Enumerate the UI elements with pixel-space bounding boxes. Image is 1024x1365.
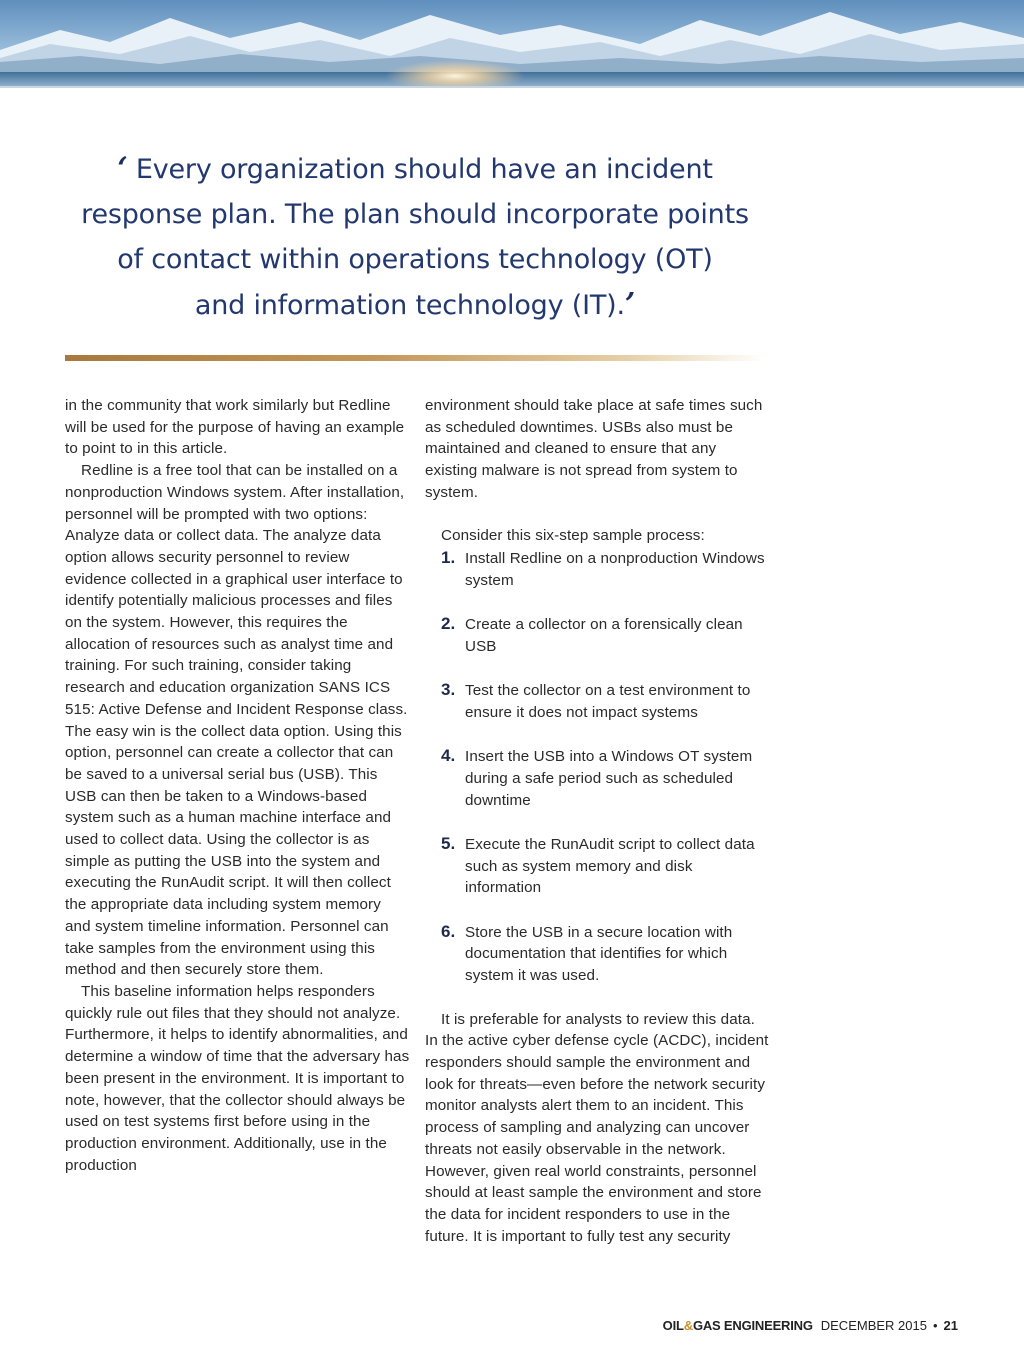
- list-item: [425, 833, 770, 899]
- left-column: [65, 395, 410, 1176]
- magazine-name-part: GAS ENGINEERING: [692, 1318, 813, 1333]
- header-banner-image: [0, 0, 1024, 92]
- step-number: 4.: [441, 746, 456, 766]
- list-item: [425, 679, 770, 723]
- magazine-name-part: OIL: [662, 1318, 684, 1333]
- list-item: [425, 613, 770, 657]
- step-number: 6.: [441, 921, 456, 941]
- pull-quote-line: response plan. The plan should incorporate points: [81, 199, 749, 230]
- step-text: Insert the USB into a Windows OT system during a safe period such as scheduled downtime: [465, 748, 753, 809]
- spacer: [425, 591, 770, 613]
- pull-quote-line: of contact within operations technology (OT): [117, 244, 713, 275]
- page-number: 21: [943, 1318, 958, 1333]
- pull-quote: [60, 146, 770, 328]
- step-number: 5.: [441, 833, 456, 853]
- footer-separator: •: [932, 1318, 938, 1333]
- steps-heading: Consider this six-step sample process:: [441, 527, 705, 545]
- magazine-name: [663, 1318, 813, 1333]
- paragraph: It is preferable for analysts to review this data. In the active cyber defense cycle (ACDC), incident responders should sample the environment and look for threats—even before the network security monitor analysts alert them to an incident. This process of sampling and analyzing can uncover threats not easily observable in the network. However, given real world constraints, personnel should at least sample the environment and store the data for incident responders to use in the future. It is important to fully test any security: [425, 1010, 769, 1245]
- step-text: Store the USB in a secure location with documentation that identifies for which system it was used.: [465, 923, 733, 985]
- step-text: Create a collector on a forensically clean USB: [465, 616, 743, 655]
- step-number: 3.: [441, 680, 456, 700]
- spacer: [425, 504, 770, 526]
- paragraph: Redline is a free tool that can be installed on a nonproduction Windows system. After installation, personnel will be prompted with two options: Analyze data or collect data. The analyze data option allows security personnel to review evidence collected in a graphical user interface to identify potentially malicious processes and files on the system. However, this requires the allocation of resources such as analyst time and training. For such training, consider taking research and education organization SANS ICS 515: Active Defense and Incident Response class. The easy win is the collect data option. Using this option, personnel can create a collector that can be saved to a universal serial bus (USB). This USB can then be taken to a Windows-based system such as a human machine interface and used to collect data. Using the collector is as simple as putting the USB into the system and executing the RunAudit script. It will then collect the appropriate data including system memory and system timeline information. Personnel can take samples from the environment using this method and then securely store them.: [65, 462, 408, 979]
- list-item: [425, 547, 770, 591]
- spacer: [425, 657, 770, 679]
- open-quote-mark: ‘: [117, 151, 128, 186]
- gold-divider: [65, 355, 765, 361]
- issue-date: DECEMBER 2015: [820, 1318, 927, 1333]
- right-column: [425, 395, 770, 1247]
- spacer: [425, 724, 770, 746]
- magazine-ampersand: &: [683, 1318, 693, 1333]
- spacer: [425, 899, 770, 921]
- pull-quote-text: Every organization should have an incident: [135, 154, 713, 185]
- steps-list: [425, 547, 770, 987]
- step-text: Test the collector on a test environment to ensure it does not impact systems: [465, 682, 751, 721]
- list-item: [425, 745, 770, 811]
- list-item: [425, 921, 770, 987]
- step-text: Execute the RunAudit script to collect data such as system memory and disk information: [465, 835, 755, 897]
- page-footer: [663, 1318, 958, 1333]
- spacer: [425, 987, 770, 1009]
- paragraph: in the community that work similarly but Redline will be used for the purpose of having an example to point to in this article.: [65, 397, 405, 458]
- pull-quote-line: [60, 146, 770, 192]
- paragraph: This baseline information helps responders quickly rule out files that they should not analyze. Furthermore, it helps to identify abnormalities, and determine a window of time that the adversary has been present in the environment. It is important to note, however, that the collector should always be used on test systems first before using in the production environment. Additionally, use in the production: [65, 982, 410, 1174]
- spacer: [425, 811, 770, 833]
- step-text: Install Redline on a nonproduction Windows system: [465, 549, 765, 589]
- pull-quote-text: and information technology (IT).: [194, 290, 625, 321]
- close-quote-mark: ’: [624, 287, 636, 322]
- pull-quote-line: [60, 282, 770, 328]
- step-number: 2.: [441, 614, 456, 633]
- step-number: 1.: [441, 547, 456, 567]
- paragraph: environment should take place at safe times such as scheduled downtimes. USBs also must be maintained and cleaned to ensure that any existing malware is not spread from system to system.: [425, 397, 763, 501]
